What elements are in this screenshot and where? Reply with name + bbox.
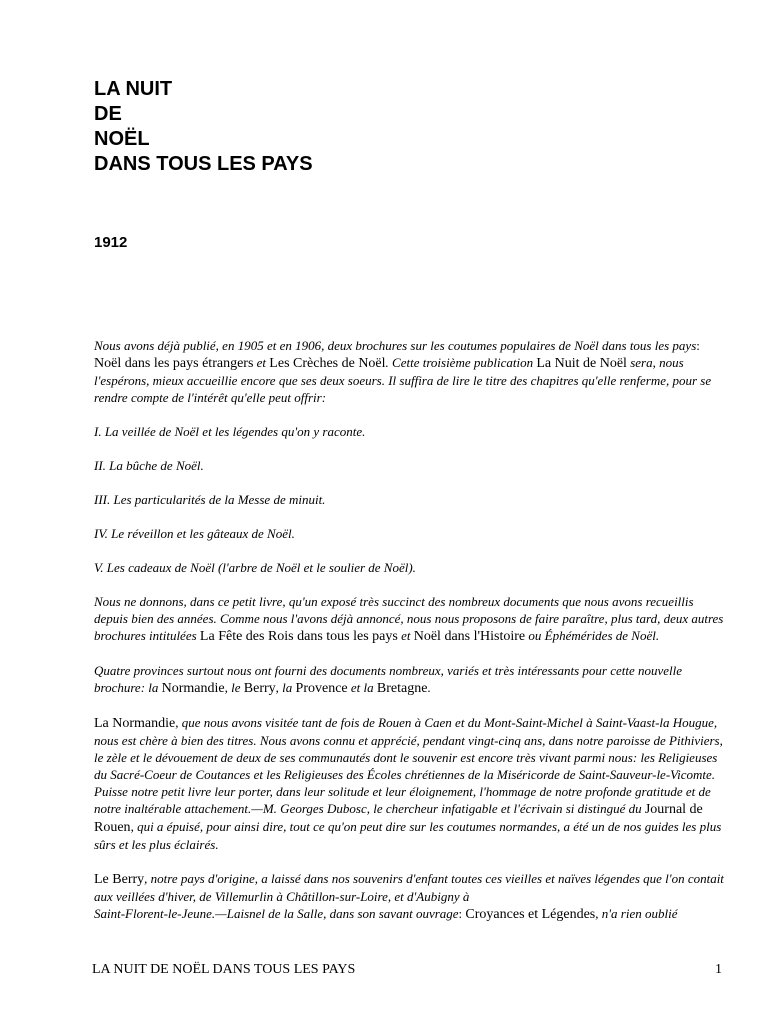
book-title-nuit-de-noel: La Nuit de Noël	[536, 356, 627, 371]
para2-text-2: et	[397, 628, 414, 643]
intro-text-1: Nous avons déjà publié, en 1905 et en 1906, deux brochures sur les coutumes populaires de Noël dans tous les pays	[94, 338, 697, 353]
chapter-item-1	[94, 423, 724, 440]
title-line-4: DANS TOUS LES PAYS	[94, 153, 313, 175]
para5-text-4: , n'a rien oublié	[595, 906, 678, 921]
paragraph-provinces	[94, 662, 724, 697]
para3-text-5: .	[427, 680, 431, 695]
paragraph-berry	[94, 870, 724, 923]
book-title-fete-des-rois: La Fête des Rois dans tous les pays	[199, 629, 398, 644]
chapter-title-1: I. La veillée de Noël et les légendes qu'on y raconte.	[94, 424, 366, 439]
book-title-noel-pays-etrangers: Noël dans les pays étrangers	[94, 356, 254, 371]
title-line-2: DE	[94, 103, 122, 125]
intro-text-2: :	[696, 338, 700, 353]
para3-text-3: , la	[275, 680, 296, 695]
page-number: 1	[715, 962, 722, 977]
province-provence: Provence	[295, 681, 348, 696]
para4-text-2: , qui a épuisé, pour ainsi dire, tout ce qu'on peut dire sur les coutumes normandes, a été un de nos guides les plus sûrs et les plus éclairés.	[94, 819, 722, 852]
intro-paragraph	[94, 337, 724, 406]
chapter-item-4	[94, 525, 724, 542]
publication-year: 1912	[94, 234, 128, 251]
intro-text-4: . Cette troisième publication	[385, 355, 537, 370]
para3-text-2: , le	[224, 680, 244, 695]
intro-text-5: sera, nous l'espérons, mieux accueillie encore que ses deux soeurs. Il suffira de lire le titre des chapitres qu'elle renferme, pour se rendre compte de l'intérêt qu'elle peut offrir:	[94, 355, 712, 405]
para2-text-3: ou Éphémérides de Noël.	[525, 628, 660, 643]
berry-heading: Le Berry	[94, 872, 145, 887]
title-line-1: LA NUIT	[94, 78, 173, 100]
book-title-creches-de-noel: Les Crèches de Noël	[269, 356, 386, 371]
paragraph-normandie	[94, 714, 724, 853]
para2-text-1: Nous ne donnons, dans ce petit livre, qu'un exposé très succinct des nombreux documents que nous avons recueillis depuis bien des années. Comme nous l'avons déjà annoncé, nous nous proposons de faire paraître, plus tard, deux autres brochures intitulées	[94, 594, 724, 643]
document-body	[94, 337, 724, 940]
chapter-title-3: III. Les particularités de la Messe de minuit.	[94, 492, 326, 507]
chapter-title-2: II. La bûche de Noël.	[94, 458, 204, 473]
paragraph-other-brochures	[94, 593, 724, 645]
chapter-item-2	[94, 457, 724, 474]
intro-text-3: et	[253, 355, 270, 370]
chapter-item-3	[94, 491, 724, 508]
book-title-noel-histoire: Noël dans l'Histoire	[413, 629, 526, 644]
chapter-item-5	[94, 559, 724, 576]
province-bretagne: Bretagne	[376, 681, 428, 696]
title-line-3: NOËL	[94, 128, 150, 150]
para3-text-1: Quatre provinces surtout nous ont fourni des documents nombreux, variés et très intéressants pour cette nouvelle brochure: la	[94, 663, 683, 695]
chapter-title-5: V. Les cadeaux de Noël (l'arbre de Noël et le soulier de Noël).	[94, 560, 416, 575]
newspaper-journal-de-rouen: Journal de Rouen	[94, 802, 703, 835]
normandie-heading: La Normandie	[94, 716, 176, 731]
para5-text-3: :	[458, 906, 466, 921]
book-title-croyances-legendes: Croyances et Légendes	[465, 907, 596, 922]
document-title	[94, 77, 313, 177]
para5-text-2: Saint-Florent-le-Jeune.—Laisnel de la Salle, dans son savant ouvrage	[94, 906, 459, 921]
footer-title: LA NUIT DE NOËL DANS TOUS LES PAYS	[92, 962, 356, 977]
chapter-title-4: IV. Le réveillon et les gâteaux de Noël.	[94, 526, 295, 541]
para3-text-4: et la	[347, 680, 377, 695]
province-normandie: Normandie	[161, 681, 225, 696]
province-berry: Berry	[243, 681, 276, 696]
para5-text-1: , notre pays d'origine, a laissé dans nos souvenirs d'enfant toutes ces vieilles et naïves légendes que l'on contait aux veillées d'hiver, de Villemurlin à Châtillon-sur-Loire, et d'Aubigny à	[94, 871, 724, 904]
para4-text-1: , que nous avons visitée tant de fois de Rouen à Caen et du Mont-Saint-Michel à Saint-Vaast-la Hougue, nous est chère à bien des titres. Nous avons connu et apprécié, pendant vingt-cinq ans, dans notre paroisse de Pithiviers, le zèle et le dévouement de deux de ses communautés dont le souvenir est encore très vivant parmi nous: les Religieuses du Sacré-Coeur de Coutances et les Religieuses des Écoles chrétiennes de la Miséricorde de Saint-Sauveur-le-Vicomte. Puisse notre petit livre leur porter, dans leur solitude et leur éloignement, l'hommage de notre profonde gratitude et de notre inaltérable attachement.—M. Georges Dubosc, le chercheur infatigable et l'écrivain si distingué du	[94, 715, 723, 816]
